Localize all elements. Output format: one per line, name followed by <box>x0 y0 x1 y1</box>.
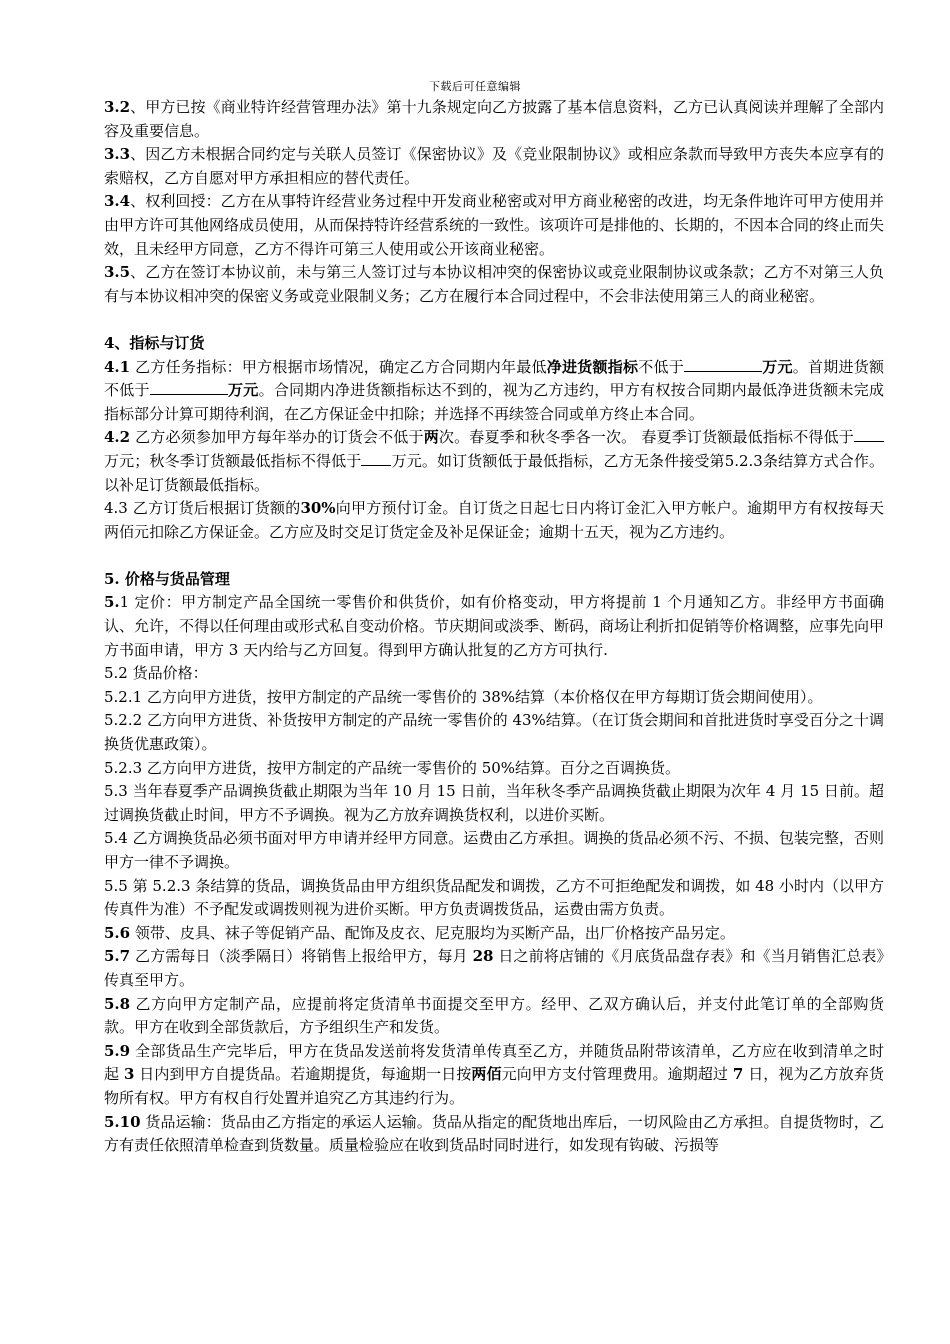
blank-underline <box>150 379 228 395</box>
text-run: 5.5 第 5.2.3 条结算的货品，调换货品由甲方组织货品配发和调拨，乙方不可拒绝配发和调拨，如 48 小时内（以甲方传真件为准）不予配发或调拨则视为进价买断。甲方负责调拨货品，运费由需方负责。 <box>104 876 884 919</box>
paragraph <box>104 1040 884 1111</box>
paragraph <box>104 709 884 756</box>
paragraph <box>104 426 884 497</box>
paragraph <box>104 497 884 544</box>
blank-underline <box>854 426 884 442</box>
paragraph <box>104 780 884 827</box>
paragraph <box>104 875 884 922</box>
section-heading <box>104 332 884 356</box>
paragraph <box>104 1111 884 1158</box>
bold-text: 5.10 <box>104 1112 141 1131</box>
bold-text: 5. 价格与货品管理 <box>104 569 230 588</box>
bold-text: 7 <box>732 1065 744 1084</box>
text-run: 元向甲方支付管理费用。逾期超过 <box>501 1065 733 1084</box>
text-run: 5.2 货品价格： <box>104 664 208 683</box>
text-run: 乙方必须参加甲方每年举办的订货会不低于 <box>130 428 424 447</box>
text-run: 不低于 <box>638 357 684 376</box>
bold-text: 4.1 <box>104 357 131 376</box>
bold-text: 5.7 <box>104 947 131 966</box>
text-run: 、因乙方未根据合同约定与关联人员签订《保密协议》及《竞业限制协议》或相应条款而导致甲方丧失本应享有的索赔权，乙方自愿对甲方承担相应的替代责任。 <box>104 145 884 187</box>
blank-underline <box>361 450 391 466</box>
paragraph-spacer <box>104 308 884 332</box>
text-run: 乙方任务指标：甲方根据市场情况，确定乙方合同期内年最低 <box>130 357 547 376</box>
bold-text: 5. <box>104 593 120 612</box>
bold-text: 万元 <box>227 381 259 400</box>
paragraph <box>104 757 884 781</box>
bold-text: 3.2 <box>104 98 131 116</box>
text-run: 乙方需每日（淡季隔日）将销售上报给甲方，每月 <box>130 947 473 966</box>
text-run: 万元。如订货额低于最低指标，乙方无条件接受第5.2.3条结算方式合作。以补足订货额最低指标。 <box>104 451 884 494</box>
paragraph <box>104 686 884 710</box>
blank-underline <box>684 356 762 372</box>
text-run: 5.2.3 乙方向甲方进货，按甲方制定的产品统一零售价的 50%结算。百分之百调换货。 <box>104 758 681 777</box>
bold-text: 4.2 <box>104 428 131 447</box>
bold-text: 5.6 <box>104 923 131 942</box>
text-run: 乙方向甲方定制产品，应提前将定货清单书面提交至甲方。经甲、乙双方确认后，并支付此笔订单的全部购货款。甲方在收到全部货款后，方予组织生产和发货。 <box>104 994 884 1037</box>
text-run: 货品运输：货品由乙方指定的承运人运输。货品从指定的配货地出库后，一切风险由乙方承担。自提货物时，乙方有责任依照清单检查到货数量。质量检验应在收到货品时同时进行，如发现有钩破、污损等 <box>104 1112 884 1155</box>
paragraph <box>104 945 884 992</box>
bold-text: 两佰 <box>471 1065 502 1084</box>
text-run: 日内到甲方自提货品。若逾期提货，每逾期一日按 <box>134 1065 472 1084</box>
bold-text: 5.9 <box>104 1041 131 1060</box>
text-run: 、权利回授：乙方在从事特许经营业务过程中开发商业秘密或对甲方商业秘密的改进，均无条件地许可甲方使用并由甲方许可其他网络成员使用，从而保持特许经营系统的一致性。该项许可是排他的、长期的，不因本合同的终止而失效，且未经甲方同意，乙方不得许可第三人使用或公开该商业秘密。 <box>104 192 885 258</box>
paragraph <box>104 993 884 1040</box>
text-run: 、乙方在签订本协议前，未与第三人签订过与本协议相冲突的保密协议或竞业限制协议或条款；乙方不对第三人负有与本协议相冲突的保密义务或竞业限制义务；乙方在履行本合同过程中，不会非法使用第三人的商业秘密。 <box>104 263 884 305</box>
bold-text: 两 <box>423 428 439 447</box>
text-run: 全部货品生产完毕后，甲方在货品发送前将发货清单传真至乙方，并随货品附带该清单，乙方应在收到清单之时起 <box>104 1041 884 1084</box>
text-run: 1 定价：甲方制定产品全国统一零售价和供货价，如有价格变动，甲方将提前 1 个月通知乙方。非经甲方书面确认、允许，不得以任何理由或形式私自变动价格。节庆期间或淡季、断码，商场让利折扣促销等价格调整，应事先向甲方书面申请，甲方 3 天内给与乙方回复。得到甲方确认批复的乙方方可执行. <box>104 593 885 659</box>
text-run: 日之前将店铺的《月底货品盘存表》和《当月销售汇总表》传真至甲方。 <box>104 947 884 989</box>
section-heading <box>104 568 884 592</box>
paragraph <box>104 261 884 308</box>
page-header: 下载后可任意编辑 <box>429 80 521 93</box>
bold-text: 30% <box>300 499 336 518</box>
text-run: 万元；秋冬季订货额最低指标不得低于 <box>104 451 362 470</box>
text-run: 5.2.1 乙方向甲方进货，按甲方制定的产品统一零售价的 38%结算（本价格仅在甲方每期订货会期间使用）。 <box>104 687 823 706</box>
text-run: 。合同期内净进货额指标达不到的，视为乙方违约，甲方有权按合同期内最低净进货额未完成指标部分计算可期待利润，在乙方保证金中扣除；并选择不再续签合同或单方终止本合同。 <box>104 381 884 423</box>
bold-text: 净进货额指标 <box>546 357 639 376</box>
bold-text: 5.8 <box>104 994 131 1013</box>
document-body <box>104 96 884 1158</box>
paragraph <box>104 356 884 427</box>
text-run: 领带、皮具、袜子等促销产品、配饰及皮衣、尼克服均为买断产品，出厂价格按产品另定。 <box>130 923 735 942</box>
bold-text: 3 <box>123 1065 135 1084</box>
paragraph <box>104 190 884 261</box>
text-run: 5.4 乙方调换货品必须书面对甲方申请并经甲方同意。运费由乙方承担。调换的货品必须不污、不损、包装完整，否则甲方一律不予调换。 <box>104 829 884 871</box>
paragraph <box>104 662 884 686</box>
paragraph <box>104 922 884 946</box>
bold-text: 3.3 <box>104 145 131 164</box>
text-run: 、甲方已按《商业特许经营管理办法》第十九条规定向乙方披露了基本信息资料，乙方已认真阅读并理解了全部内容及重要信息。 <box>104 98 884 140</box>
text-run: 。首期进货额不低于 <box>104 357 884 400</box>
paragraph-spacer <box>104 544 884 568</box>
bold-text: 4、指标与订货 <box>104 333 205 352</box>
paragraph <box>104 143 884 190</box>
text-run: 5.2.2 乙方向甲方进货、补货按甲方制定的产品统一零售价的 43%结算。（在订货会期间和首批进货时享受百分之十调换货优惠政策）。 <box>104 711 884 754</box>
text-run: 5.3 当年春夏季产品调换货截止期限为当年 10 月 15 日前，当年秋冬季产品调换货截止期限为次年 4 月 15 日前。超过调换货截止时间，甲方不予调换。视为乙方放弃调换货权利，以进价买断。 <box>104 782 884 824</box>
bold-text: 3.4 <box>104 192 131 211</box>
text-run: 次。春夏季和秋冬季各一次。 春夏季订货额最低指标不得低于 <box>438 428 854 447</box>
bold-text: 万元 <box>762 357 793 376</box>
bold-text: 28 <box>472 947 494 966</box>
paragraph <box>104 827 884 874</box>
text-run: 向甲方预付订金。自订货之日起七日内将订金汇入甲方帐户。逾期甲方有权按每天两佰元扣除乙方保证金。乙方应及时交足订货定金及补足保证金；逾期十五天，视为乙方违约。 <box>104 499 884 541</box>
bold-text: 3.5 <box>104 263 131 282</box>
text-run: 4.3 乙方订货后根据订货额的 <box>104 499 301 518</box>
text-run: 日，视为乙方放弃货物所有权。甲方有权自行处置并追究乙方其违约行为。 <box>104 1065 884 1107</box>
paragraph <box>104 591 884 662</box>
paragraph <box>104 96 884 143</box>
